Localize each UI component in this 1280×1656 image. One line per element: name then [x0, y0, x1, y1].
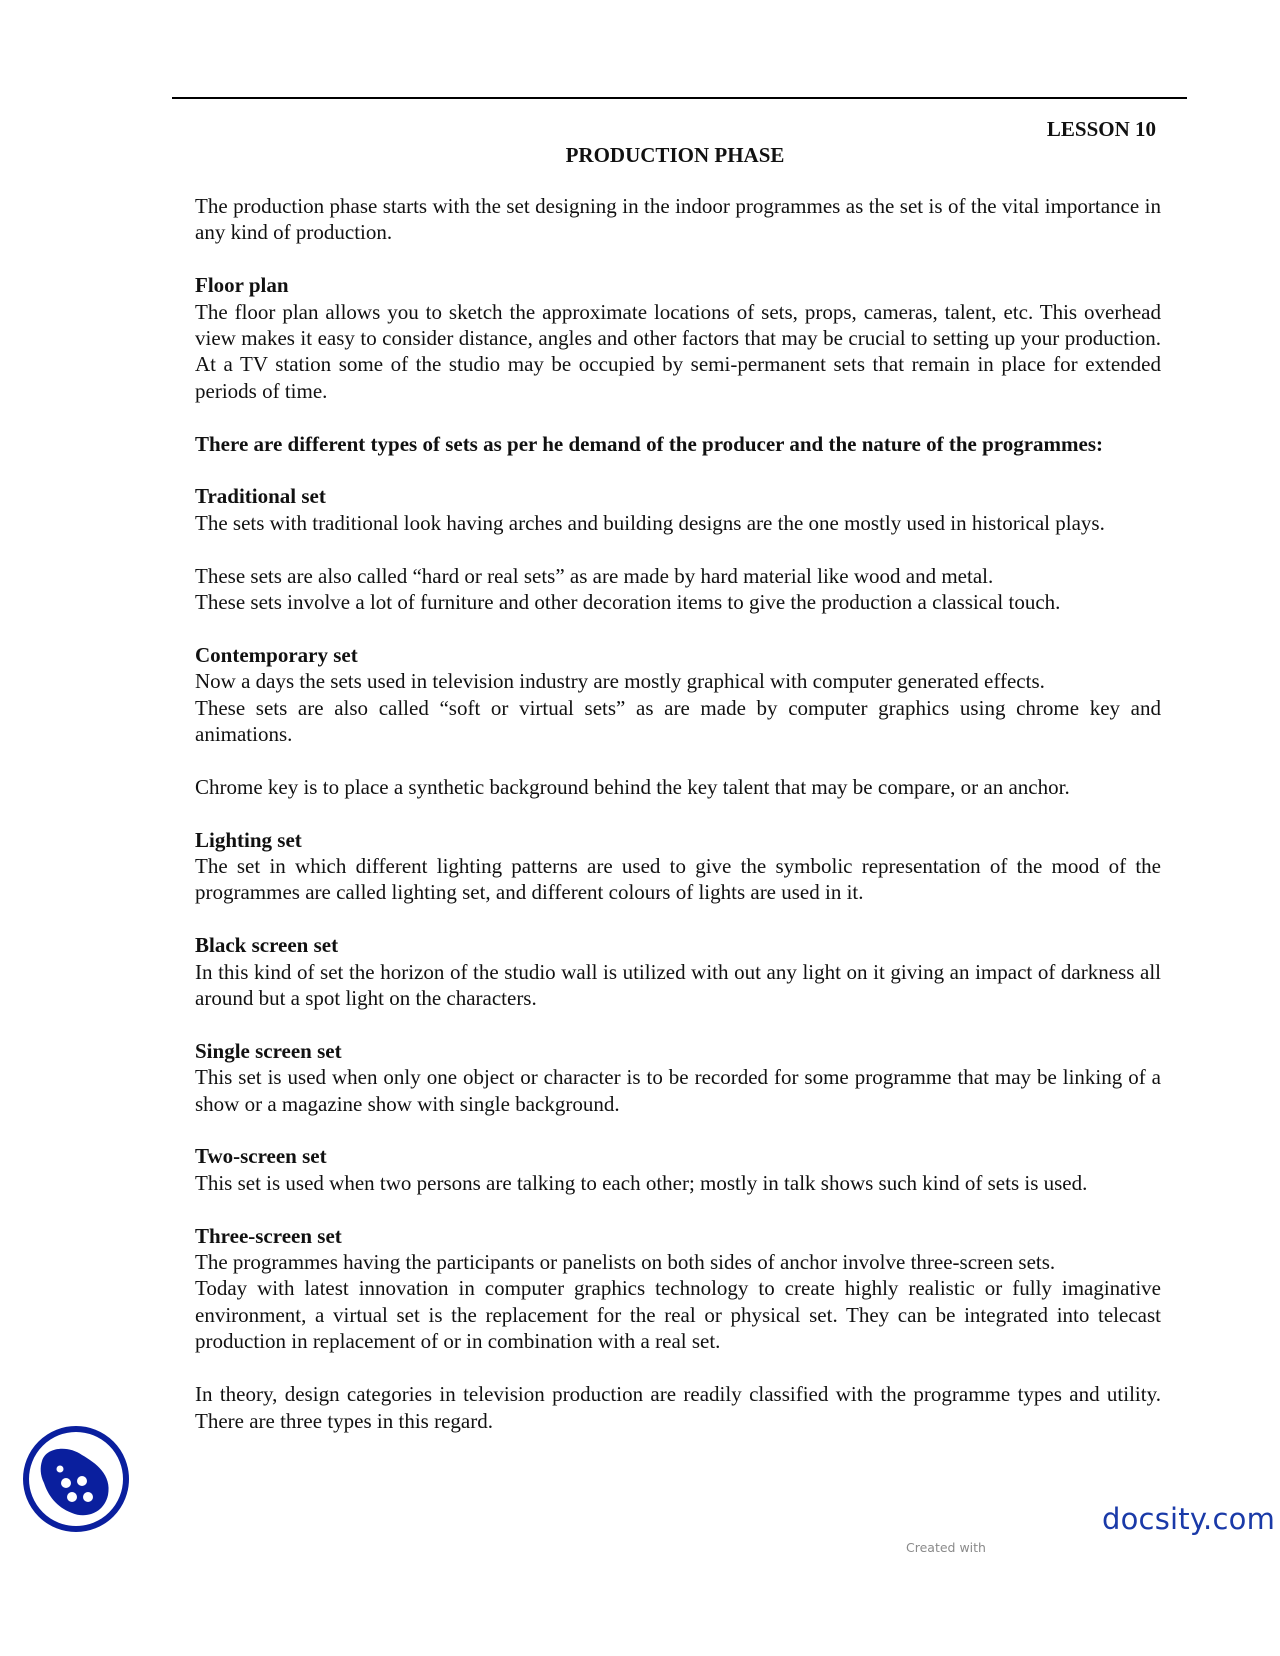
contemporary-line-1: Now a days the sets used in television industry are mostly graphical with computer generated effects. [195, 669, 1045, 694]
docsity-seal-icon[interactable] [22, 1425, 130, 1533]
black-screen-body: In this kind of set the horizon of the studio wall is utilized with out any light on it giving an impact of darkness all around but a spot light on the characters. [195, 959, 1161, 1011]
traditional-section [195, 483, 1161, 536]
traditional-line-1: These sets are also called “hard or real sets” as are made by hard material like wood and metal. [195, 563, 994, 588]
traditional-body: The sets with traditional look having arches and building designs are the one mostly used in historical plays. [195, 510, 1105, 535]
three-screen-line-1: The programmes having the participants or panelists on both sides of anchor involve three-screen sets. [195, 1250, 1056, 1275]
lighting-section [195, 827, 1161, 906]
two-screen-body: This set is used when two persons are talking to each other; mostly in talk shows such kind of sets is used. [195, 1170, 1088, 1195]
theory-paragraph: In theory, design categories in television production are readily classified with the programme types and utility. There are three types in this regard. [195, 1382, 1161, 1433]
lighting-body: The set in which different lighting patterns are used to give the symbolic representation of the mood of the programmes are called lighting set, and different colours of lights are used in it. [195, 854, 1161, 905]
single-screen-heading: Single screen set [195, 1038, 342, 1063]
contemporary-section [195, 642, 1161, 748]
contemporary-body: These sets are also called “soft or virtual sets” as are made by computer graphics using chrome key and animations. [195, 695, 1161, 747]
floor-plan-heading: Floor plan [195, 273, 289, 298]
two-screen-heading: Two-screen set [195, 1144, 327, 1169]
lighting-heading: Lighting set [195, 827, 302, 852]
single-screen-body: This set is used when only one object or character is to be recorded for some programme that may be linking of a show or a magazine show with single background. [195, 1065, 1161, 1116]
traditional-extra [195, 563, 1161, 616]
floor-plan-section [195, 272, 1161, 404]
document-body [195, 193, 1161, 1434]
docsity-brand-link[interactable]: docsity.com [1102, 1502, 1276, 1536]
chrome-key-paragraph: Chrome key is to place a synthetic background behind the key talent that may be compare, or an anchor. [195, 774, 1070, 799]
floor-plan-body: The floor plan allows you to sketch the approximate locations of sets, props, cameras, talent, etc. This overhead view makes it easy to consider distance, angles and other factors that may be crucial to setting up your production. At a TV station some of the studio may be occupied by semi-permanent sets that remain in place for extended periods of time. [195, 299, 1161, 403]
created-with-label: Created with [906, 1540, 986, 1555]
three-screen-section [195, 1223, 1161, 1355]
single-screen-section [195, 1038, 1161, 1117]
lesson-number: LESSON 10 [1046, 117, 1156, 141]
intro-paragraph: The production phase starts with the set designing in the indoor programmes as the set is of the vital importance in any kind of production. [195, 194, 1161, 245]
two-screen-section [195, 1143, 1161, 1196]
traditional-line-2: These sets involve a lot of furniture and other decoration items to give the production a classical touch. [195, 590, 1061, 615]
contemporary-heading: Contemporary set [195, 642, 358, 667]
header-rule [172, 97, 1187, 99]
traditional-heading: Traditional set [195, 484, 326, 509]
three-screen-body: Today with latest innovation in computer graphics technology to create highly realistic or fully imaginative environment, a virtual set is the replacement for the real or physical set. They can be integrated into telecast production in replacement of or in combination with a real set. [195, 1276, 1161, 1354]
three-screen-heading: Three-screen set [195, 1223, 342, 1248]
black-screen-section [195, 932, 1161, 1011]
set-types-lead: There are different types of sets as per he demand of the producer and the nature of the programmes: [195, 431, 1103, 456]
black-screen-heading: Black screen set [195, 933, 339, 958]
page-title: PRODUCTION PHASE [565, 143, 785, 167]
